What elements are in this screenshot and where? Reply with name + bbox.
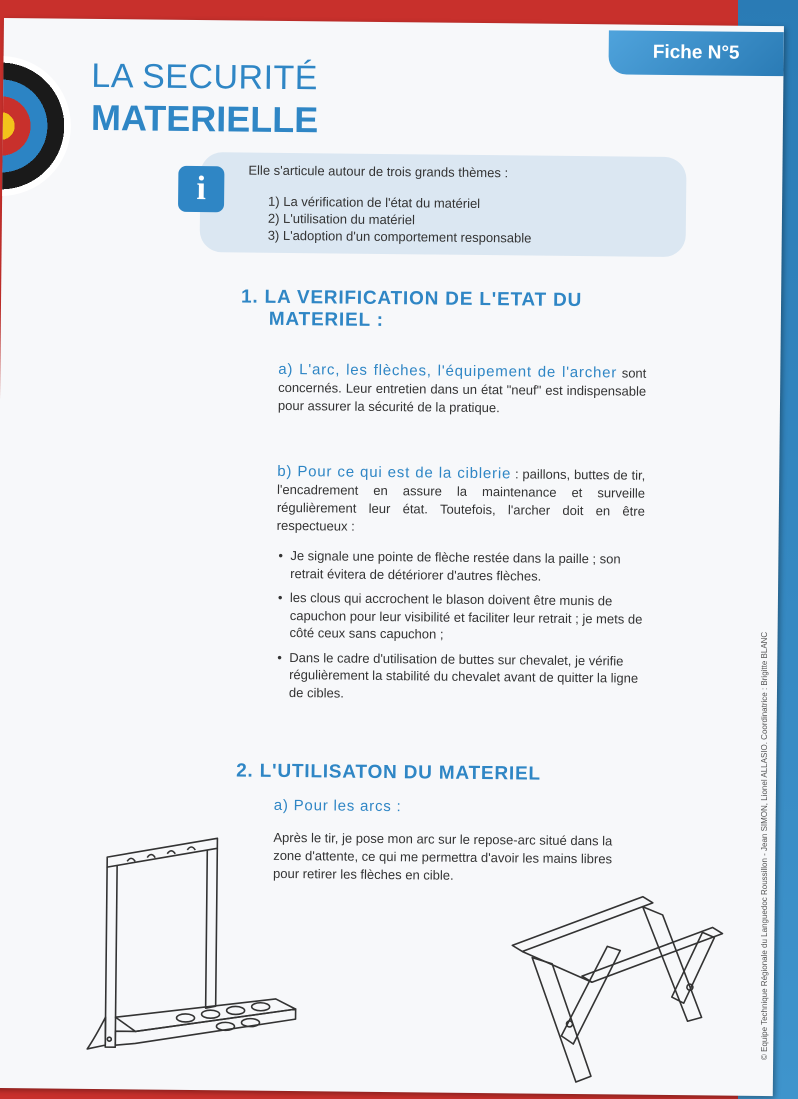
ciblerie-bullets <box>277 547 645 712</box>
section1-heading-line1: 1. LA VERIFICATION DE L'ETAT DU <box>240 286 583 312</box>
section2-para-a: Après le tir, je pose mon arc sur le repose-arc situé dans la zone d'attente, ce qui me permettra d'avoir les mains libres pour retirer les flèches en cible. <box>272 829 613 883</box>
themes-list <box>268 193 532 247</box>
section1-para-a <box>278 361 647 419</box>
page-title-line2: MATERIELLE <box>90 96 319 141</box>
theme-item: 1) La vérification de l'état du matériel <box>268 193 481 211</box>
info-intro: Elle s'articule autour de trois grands thèmes : <box>248 162 509 181</box>
section1-heading-line2: MATERIEL : <box>268 308 384 331</box>
subheading-arc-fleches: a) L'arc, les flèches, l'équipement de l'archer <box>278 360 618 382</box>
bow-rack-illustration <box>75 817 308 1059</box>
subheading-arcs: a) Pour les arcs : <box>273 796 402 816</box>
bullet-item: • Je signale une pointe de flèche restée dans la paille ; son retrait évitera de détériorer d'autres flèches. <box>278 547 644 586</box>
para-a-text: sont concernés. Leur entretien dans un état "neuf" est indispensable pour assurer la sécurité de la pratique. <box>277 365 647 416</box>
section1-para-b <box>277 463 646 539</box>
bullet-item: • les clous qui accrochent le blason doivent être munis de capuchon pour leur visibilité et faciliter leur retrait ; je mets de côté ceux sans capuchon ; <box>277 589 644 645</box>
subheading-ciblerie: b) Pour ce qui est de la ciblerie <box>277 462 512 483</box>
bullet-item: • Dans le cadre d'utilisation de buttes sur chevalet, je vérifie régulièrement la stabilité du chevalet avant de quitter la ligne de cibles. <box>277 648 644 704</box>
credit-text: © Equipe Technique Régionale du Languedoc Roussillon - Jean SIMON, Lionel ALLASIO. Coordinatrice : Brigitte BLANC <box>760 631 769 1060</box>
theme-item: 2) L'utilisation du matériel <box>267 210 415 228</box>
theme-item: 3) L'adoption d'un comportement responsable <box>267 227 532 246</box>
archery-target-logo <box>0 55 72 196</box>
document-page <box>0 18 784 1096</box>
para-b-text: : paillons, buttes de tir, l'encadrement en assure la maintenance et surveille régulièrement leur état. Toutefois, l'archer doit en être respectueux : <box>276 466 646 534</box>
info-icon: i <box>178 166 224 212</box>
section2-heading: 2. L'UTILISATON DU MATERIEL <box>236 760 542 785</box>
page-title-line1: LA SECURITÉ <box>91 56 319 98</box>
trestle-illustration <box>491 885 743 1096</box>
fiche-number-tab: Fiche N°5 <box>608 30 783 76</box>
